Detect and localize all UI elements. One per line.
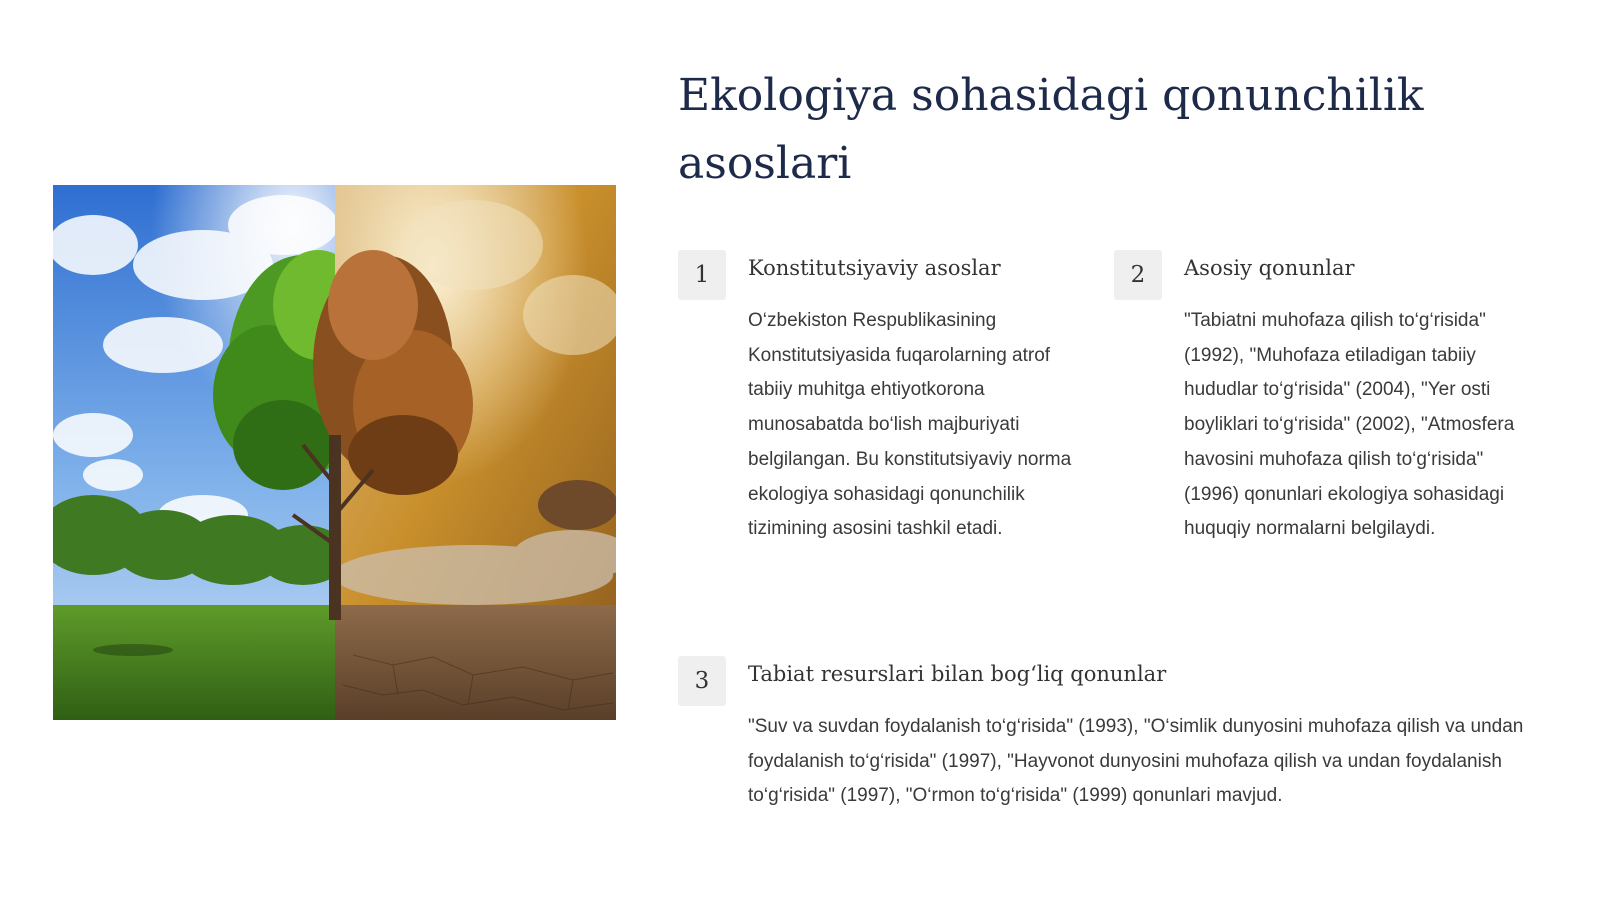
page-title: Ekologiya sohasidagi qonunchilik asoslari bbox=[678, 70, 1424, 189]
card-number-badge: 2 bbox=[1114, 250, 1162, 300]
ecology-image-illustration bbox=[53, 185, 616, 720]
card-konstitutsiyaviy-asoslar bbox=[678, 250, 1098, 580]
card-heading: Asosiy qonunlar bbox=[1184, 256, 1355, 280]
card-asosiy-qonunlar bbox=[1114, 250, 1544, 620]
card-heading: Tabiat resurslari bilan bogʻliq qonunlar bbox=[748, 662, 1167, 686]
card-text: O‘zbekiston Respublikasining Konstitutsiyasida fuqarolarning atrof tabiiy muhitga ehtiyotkorona munosabatda bo‘lish majburiyati belgilangan. Bu konstitutsiyaviy norma ekologiya sohasidagi qonunchilik tizimining asosini tashkil etadi. bbox=[748, 310, 1072, 540]
card-heading: Konstitutsiyaviy asoslar bbox=[748, 256, 1001, 280]
card-tabiat-resurslari-qonunlar bbox=[678, 656, 1538, 856]
card-number-badge: 3 bbox=[678, 656, 726, 706]
card-text: "Suv va suvdan foydalanish to‘g‘risida" (1993), "O‘simlik dunyosini muhofaza qilish va undan foydalanish to‘g‘risida" (1997), "Hayvonot dunyosini muhofaza qilish va undan foydalanish to‘g‘risida" (1997), "O‘rmon to‘g‘risida" (1999) qonunlari mavjud. bbox=[748, 716, 1524, 807]
card-text: "Tabiatni muhofaza qilish to‘g‘risida" (1992), "Muhofaza etiladigan tabiiy hududlar to‘g‘risida" (2004), "Yer osti boyliklari to‘g‘risida" (2002), "Atmosfera havosini muhofaza qilish to‘g‘risida" (1996) qonunlari ekologiya sohasidagi huquqiy normalarni belgilaydi. bbox=[1184, 310, 1515, 540]
card-number-badge: 1 bbox=[678, 250, 726, 300]
split-tree-ecology-photo bbox=[53, 185, 616, 720]
